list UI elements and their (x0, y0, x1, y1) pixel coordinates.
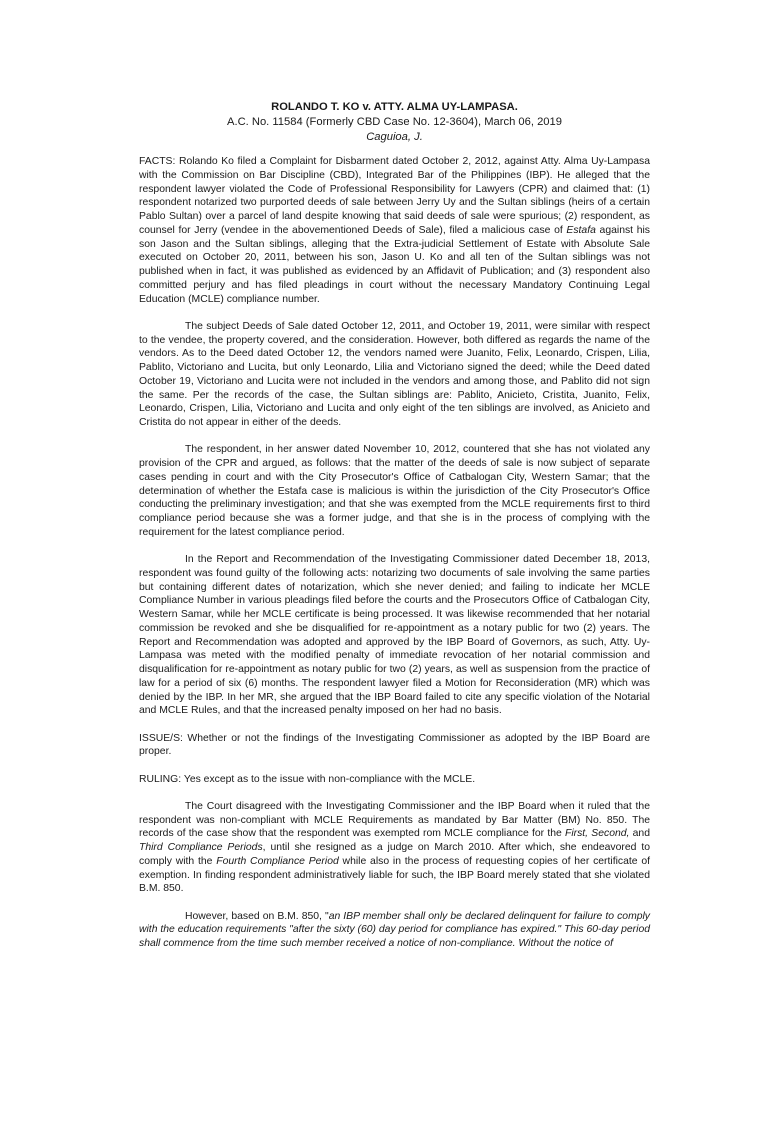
case-digest-body (139, 155, 650, 951)
report-recommendation-paragraph: In the Report and Recommendation of the Investigating Commissioner dated December 18, 2013, respondent was found guilty of the following acts: notarizing two documents of sale involving the same parties but containing different dates of notarization, which she never denied; and failing to indicate her MCLE Compliance Number in various pleadings filed before the courts and the Prosecutors Office of Catbalogan City, Western Samar, while her MCLE certificate is being processed. It was likewise recommended that her notarial commission be revoked and she be disqualified for re-appointment as a notary public for two (2) years. The Report and Recommendation was adopted and approved by the IBP Board of Governors, as such, Atty. Uy-Lampasa was meted with the modified penalty of immediate revocation of her notarial commission and disqualification for re-appointment as notary public for two (2) years, as well as suspension from the practice of law for a period of six (6) months. The respondent lawyer filed a Motion for Reconsideration (MR) which was denied by the IBP. In her MR, she argued that the IBP Board failed to cite any specific violation of the Notarial and MCLE Rules, and that the increased penalty imposed on her had no basis. (139, 554, 650, 717)
court-italic-2: Third Compliance Periods (139, 842, 263, 853)
court-italic-1: First, Second, (564, 828, 630, 840)
bm-850-quote-italic: an IBP member shall only be declared delinquent for failure to comply with the education requirements "after the sixty (60) day period for compliance has expired." This 60-day period shall commence from the time such member received a notice of non-compliance. Without the notice of (139, 910, 651, 949)
issue-paragraph: ISSUE/S: Whether or not the findings of the Investigating Commissioner as adopted by the IBP Board are proper. (139, 732, 650, 758)
facts-text-rest: against his son Jason and the Sultan siblings, alleging that the Extra-judicial Settlement of Estate with Absolute Sale executed on October 20, 2011, between his son, Jason U. Ko and all ten of the Sultan siblings was not published when in fact, it was published as evidenced by an Affidavit of Publication; and (3) respondent also committed perjury and has filed pleadings in court without the necessary Mandatory Continuing Legal Education (MCLE) compliance number. (139, 224, 650, 305)
facts-paragraph (139, 155, 650, 306)
court-text-3: , until she resigned as a judge on March 2010. After which, she endeavored to comply with the (139, 842, 650, 867)
case-citation: A.C. No. 11584 (Formerly CBD Case No. 12-3604), March 06, 2019 (227, 116, 562, 128)
document-page (0, 100, 768, 1124)
ruling-paragraph: RULING: Yes except as to the issue with non-compliance with the MCLE. (139, 773, 476, 785)
bm-850-paragraph (139, 910, 650, 951)
facts-text: FACTS: Rolando Ko filed a Complaint for Disbarment dated October 2, 2012, against Atty. Alma Uy-Lampasa with the Commission on Bar Discipline (CBD), Integrated Bar of the Philippines (IBP). He alleged that the respondent lawyer violated the Code of Professional Responsibility for Lawyers (CPR) and claimed that: (1) respondent notarized two purported deeds of sale between Jerry Uy and the Sultan siblings (heirs of a certain Pablo Sultan) over a parcel of land despite knowing that said deeds of sale were spurious; (2) respondent, as counsel for Jerry (vendee in the abovementioned Deeds of Sale), filed a malicious case of (139, 156, 650, 236)
deeds-paragraph: The subject Deeds of Sale dated October 12, 2011, and October 19, 2011, were similar with respect to the vendee, the property covered, and the consideration. However, both differed as regards the name of the vendors. As to the Deed dated October 12, the vendors named were Juanito, Felix, Leonardo, Crispen, Lilia, Pablito, Victoriano and Lucita, but only Leonardo, Lilia and Victoriano signed the deed; while the Deed dated October 19, Victoriano and Lucita were not included in the vendors and among those, and Pablito did not sign the same. Per the records of the case, the Sultan siblings are: Pablito, Anicieto, Cristita, Juanito, Felix, Leonardo, Crispen, Lilia, Victoriano and Lucita and only eight of the ten siblings are involved, as Anicieto and Cristita do not appear in either of the deeds. (139, 320, 650, 428)
respondent-answer-paragraph: The respondent, in her answer dated November 10, 2012, countered that she has not violated any provision of the CPR and argued, as follows: that the matter of the deeds of sale is now subject of separate cases pending in court and with the City Prosecutor's Office of Catbalogan City, Western Samar; that the determination of whether the Estafa case is malicious is within the jurisdiction of the City Prosecutor's Office conducting the preliminary investigation; and that she was exempted from the MCLE requirements first to third compliance period because she was a former judge, and that she is in the process of complying with the requirement for the latest compliance period. (139, 444, 650, 538)
facts-estafa-italic: Estafa (566, 224, 596, 236)
court-text-4: while also in the process of requesting copies of her certificate of exemption. In finding respondent administratively liable for such, the IBP Board merely stated that she violated B.M. 850. (139, 855, 650, 895)
case-header (139, 100, 650, 145)
court-italic-3: Fourth Compliance Period (216, 855, 339, 867)
case-title: ROLANDO T. KO v. ATTY. ALMA UY-LAMPASA. (271, 101, 518, 113)
ponente: Caguioa, J. (366, 131, 423, 143)
court-text-2: and (629, 828, 650, 840)
court-discussion-paragraph (139, 800, 650, 896)
bm-850-text: However, based on B.M. 850, " (185, 910, 329, 922)
court-text-1: The Court disagreed with the Investigating Commissioner and the IBP Board when it ruled that the respondent was non-compliant with MCLE Requirements as mandated by Bar Matter (BM) No. 850. The records of the case show that the respondent was exempted rom MCLE compliance for the (139, 800, 650, 840)
